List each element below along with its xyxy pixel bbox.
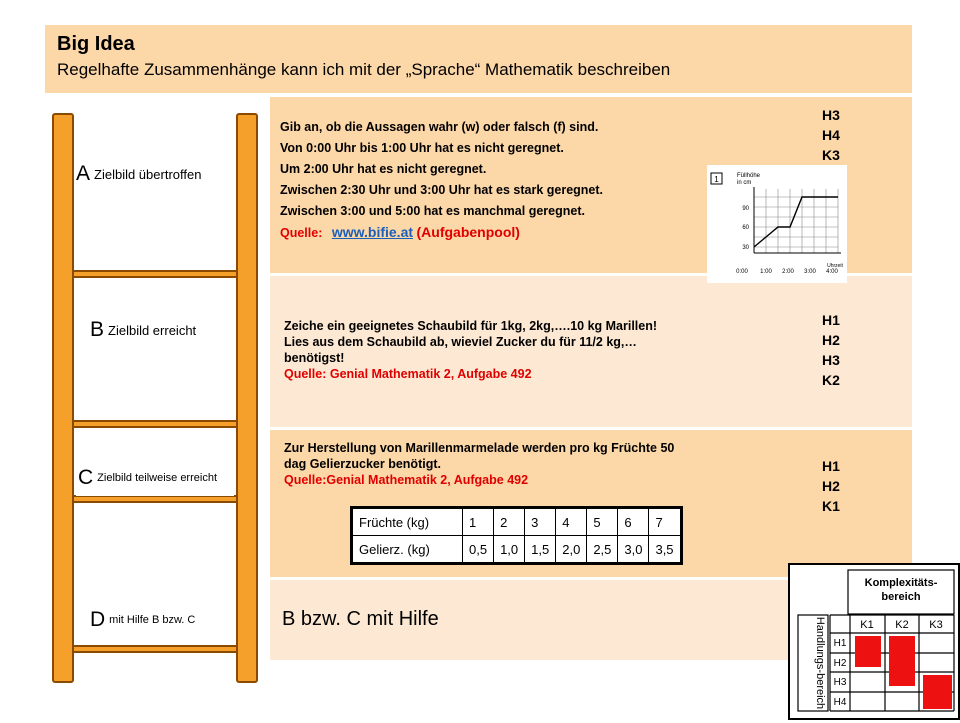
ladder-left-rail [52,113,74,683]
competence-code: H2 [822,332,840,348]
competence-code: K1 [822,498,840,514]
complexity-row: H3 [833,677,847,688]
ladder-level-a [74,155,232,193]
table-cell: 1 [463,508,494,536]
task-3-source: Quelle:Genial Mathematik 2, Aufgabe 492 [284,473,529,487]
source-prefix: Quelle: [280,226,323,240]
fill-height-graph [707,165,847,283]
ladder-level-d [88,602,222,638]
task-3-text [270,430,812,488]
table-cell: 3,5 [649,536,681,564]
level-text: Zielbild erreicht [108,322,197,338]
task-line: Zwischen 3:00 und 5:00 hat es manchmal geregnet. [280,204,585,218]
ladder-rung [72,645,238,653]
competence-code: H3 [822,352,840,368]
help-text: B bzw. C mit Hilfe [282,608,439,630]
table-cell: 4 [556,508,587,536]
graph-grid [754,189,838,253]
task-line: dag Gelierzucker benötigt. [284,457,441,471]
task-line: Um 2:00 Uhr hat es nicht geregnet. [280,162,487,176]
level-letter: B [90,318,105,341]
level-text: mit Hilfe B bzw. C [109,614,196,626]
competence-code: H3 [822,107,840,123]
graph-ytick: 60 [742,225,749,231]
task-line: Lies aus dem Schaubild ab, wieviel Zucker du für 11/2 kg,… [284,335,637,349]
task-row-2 [270,276,812,427]
complexity-title: Komplexitäts- [864,577,938,589]
competence-code: H4 [822,127,840,143]
graph-ytick: 90 [742,206,749,212]
competence-code: H1 [822,312,840,328]
source-suffix: (Aufgabenpool) [416,224,520,240]
ladder-level-b [88,312,222,348]
graph-yunit: in cm [737,180,752,186]
complexity-side-label: Handlungs-bereich [814,616,826,710]
graph-xtick: 3:00 [804,269,816,275]
ladder-rung [72,270,238,278]
complexity-col: K2 [895,619,909,631]
ladder-rung [72,420,238,428]
table-cell: 3 [525,508,556,536]
codes-row-3 [812,430,912,577]
complexity-col: K1 [860,619,874,631]
big-idea-header [45,25,912,93]
level-letter: D [90,608,106,631]
level-letter: C [78,466,94,489]
task-row-4 [270,580,812,660]
complexity-grid [788,563,960,720]
competence-code: K2 [822,372,840,388]
complexity-row: H1 [833,638,847,649]
highlight-cell [855,636,881,667]
bifie-link[interactable]: www.bifie.at [331,224,414,240]
table-cell: 6 [618,508,649,536]
table-cell: 1,5 [525,536,556,564]
task-line: Zeiche ein geeignetes Schaubild für 1kg, 2kg,….10 kg Marillen! [284,319,658,333]
graph-ylabel: Füllhöhe [737,173,761,179]
task-line: Zur Herstellung von Marillenmarmelade werden pro kg Früchte 50 [284,441,675,455]
complexity-row: H4 [833,697,847,708]
task-2-text [270,276,812,382]
complexity-row: H2 [833,658,847,669]
graph-xtick: 4:00 [826,269,838,275]
highlight-cell [923,675,952,709]
table-row [352,536,682,564]
table-cell: 7 [649,508,681,536]
level-text: Zielbild teilweise erreicht [97,472,217,484]
graph-xtick: 2:00 [782,269,794,275]
table-row-label: Früchte (kg) [352,508,463,536]
table-cell: 1,0 [494,536,525,564]
graph-xtick: 1:00 [760,269,772,275]
level-text: Zielbild übertroffen [94,166,202,182]
graph-line [754,197,838,247]
complexity-title: bereich [881,591,921,603]
table-cell: 2,0 [556,536,587,564]
table-cell: 3,0 [618,536,649,564]
table-cell: 5 [587,508,618,536]
task-line: Zwischen 2:30 Uhr und 3:00 Uhr hat es stark geregnet. [280,183,604,197]
graph-ytick: 30 [742,245,749,251]
table-cell: 2 [494,508,525,536]
header-title: Big Idea [57,33,135,55]
ladder-right-rail [236,113,258,683]
graph-xtick: 0:00 [736,269,748,275]
ladder-rung [72,495,238,503]
graph-xlabel: Uhrzeit [827,263,843,269]
task-2-source: Quelle: Genial Mathematik 2, Aufgabe 492 [284,367,532,381]
highlight-cell [889,636,915,686]
competence-code: H2 [822,478,840,494]
level-letter: A [76,162,91,185]
header-subtitle: Regelhafte Zusammenhänge kann ich mit der „Sprache“ Mathematik beschreiben [57,60,671,79]
table-row-label: Gelierz. (kg) [352,536,463,564]
complexity-col: K3 [929,619,943,631]
task-line: benötigst! [284,351,345,365]
table-cell: 2,5 [587,536,618,564]
task-line: Von 0:00 Uhr bis 1:00 Uhr hat es nicht geregnet. [280,141,564,155]
competence-code: H1 [822,458,840,474]
graph-number: 1 [714,175,719,184]
table-row [352,508,682,536]
task-line: Gib an, ob die Aussagen wahr (w) oder falsch (f) sind. [280,120,599,134]
ladder-level-c [76,460,234,496]
competence-code: K3 [822,147,840,163]
fruit-sugar-table [350,506,683,565]
codes-row-2 [812,276,912,427]
table-cell: 0,5 [463,536,494,564]
